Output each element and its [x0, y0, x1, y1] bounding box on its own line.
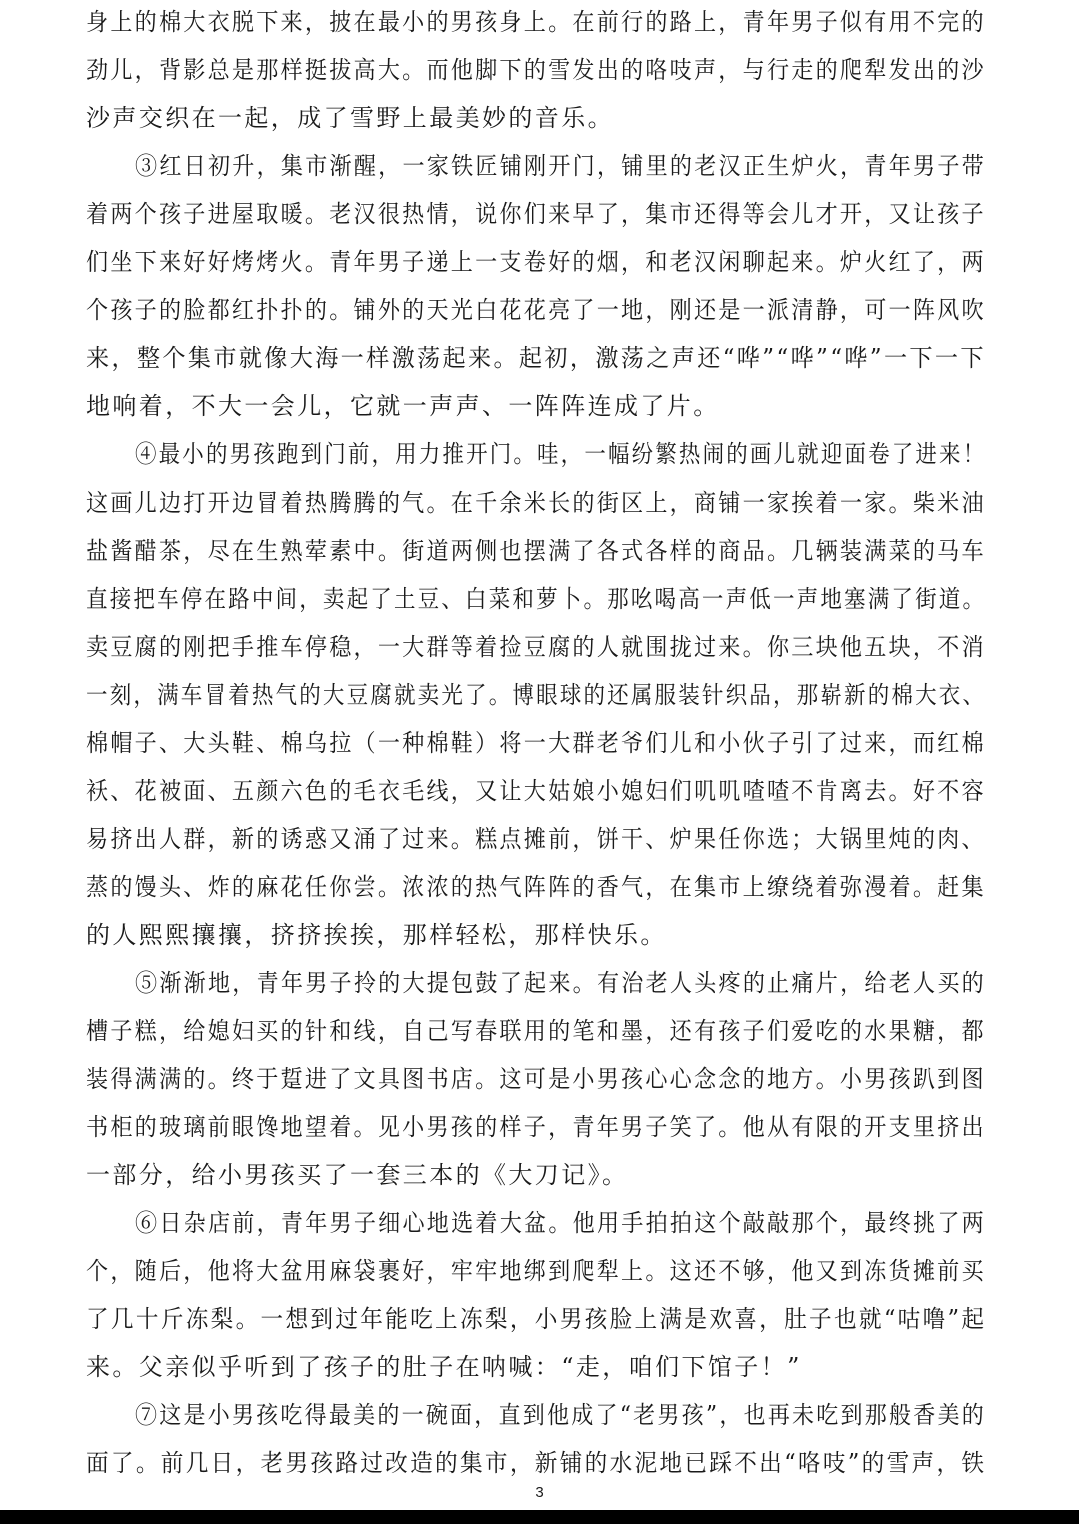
- text-line: 直接把车停在路中间，卖起了土豆、白菜和萝卜。那吆喝高一声低一声地塞满了街道。: [86, 585, 987, 613]
- text-line: 易挤出人群，新的诱惑又涌了过来。糕点摊前，饼干、炉果任你选；大锅里炖的肉、: [86, 825, 986, 853]
- text-line: 的人熙熙攘攘，挤挤挨挨，那样轻松，那样快乐。: [86, 921, 667, 949]
- text-line: 书柜的玻璃前眼馋地望着。见小男孩的样子，青年男子笑了。他从有限的开支里挤出: [86, 1113, 986, 1141]
- text-line: 沙声交织在一起，成了雪野上最美妙的音乐。: [86, 104, 614, 132]
- text-line: 一刻，满车冒着热气的大豆腐就卖光了。博眼球的还属服装针织品，那崭新的棉大衣、: [86, 681, 987, 709]
- text-line: 这画儿边打开边冒着热腾腾的气。在千余米长的街区上，商铺一家挨着一家。柴米油: [86, 489, 986, 517]
- text-line: 来。父亲似乎听到了孩子的肚子在呐喊：“走，咱们下馆子！”: [86, 1353, 802, 1381]
- paragraph-start-line: ③红日初升，集市渐醒，一家铁匠铺刚开门，铺里的老汉正生炉火，青年男子带: [135, 152, 986, 180]
- paragraph-start-line: ⑥日杂店前，青年男子细心地选着大盆。他用手拍拍这个敲敲那个，最终挑了两: [135, 1209, 986, 1237]
- text-line: 一部分，给小男孩买了一套三本的《大刀记》。: [86, 1161, 629, 1189]
- text-line: 槽子糕，给媳妇买的针和线，自己写春联用的笔和墨，还有孩子们爱吃的水果糖，都: [86, 1017, 986, 1045]
- text-line: 袄、花被面、五颜六色的毛衣毛线，又让大姑娘小媳妇们叽叽喳喳不肯离去。好不容: [86, 777, 986, 805]
- text-line: 们坐下来好好烤烤火。青年男子递上一支卷好的烟，和老汉闲聊起来。炉火红了，两: [86, 248, 986, 276]
- paragraph-start-line: ⑤渐渐地，青年男子拎的大提包鼓了起来。有治老人头疼的止痛片，给老人买的: [135, 969, 986, 997]
- paragraph-start-line: ⑦这是小男孩吃得最美的一碗面，直到他成了“老男孩”，也再未吃到那般香美的: [135, 1401, 986, 1429]
- text-line: 个孩子的脸都红扑扑的。铺外的天光白花花亮了一地，刚还是一派清静，可一阵风吹: [86, 296, 986, 324]
- text-line: 着两个孩子进屋取暖。老汉很热情，说你们来早了，集市还得等会儿才开，又让孩子: [86, 200, 986, 228]
- text-line: 盐酱醋茶，尽在生熟荤素中。街道两侧也摆满了各式各样的商品。几辆装满菜的马车: [86, 537, 986, 565]
- text-line: 来，整个集市就像大海一样激荡起来。起初，激荡之声还“哗”“哗”“哗”一下一下: [86, 344, 986, 372]
- text-line: 劲儿，背影总是那样挺拔高大。而他脚下的雪发出的咯吱声，与行走的爬犁发出的沙: [86, 56, 986, 84]
- text-line: 了几十斤冻梨。一想到过年能吃上冻梨，小男孩脸上满是欢喜，肚子也就“咕噜”起: [86, 1305, 987, 1333]
- text-line: 卖豆腐的刚把手推车停稳，一大群等着捡豆腐的人就围拢过来。你三块他五块，不消: [86, 633, 986, 661]
- text-line: 棉帽子、大头鞋、棉乌拉（一种棉鞋）将一大群老爷们儿和小伙子引了过来，而红棉: [86, 729, 986, 757]
- text-line: 个，随后，他将大盆用麻袋裹好，牢牢地绑到爬犁上。这还不够，他又到冻货摊前买: [86, 1257, 986, 1285]
- text-line: 身上的棉大衣脱下来，披在最小的男孩身上。在前行的路上，青年男子似有用不完的: [86, 8, 986, 36]
- text-line: 装得满满的。终于踅进了文具图书店。这可是小男孩心心念念的地方。小男孩趴到图: [86, 1065, 986, 1093]
- text-line: 地响着，不大一会儿，它就一声声、一阵阵连成了片。: [86, 392, 720, 420]
- page-number: 3: [535, 1484, 544, 1501]
- paragraph-start-line: ④最小的男孩跑到门前，用力推开门。哇，一幅纷繁热闹的画儿就迎面卷了进来！: [135, 440, 987, 468]
- text-line: 面了。前几日，老男孩路过改造的集市，新铺的水泥地已踩不出“咯吱”的雪声，铁: [86, 1449, 987, 1477]
- bottom-border: [0, 1510, 1079, 1524]
- text-line: 蒸的馒头、炸的麻花任你尝。浓浓的热气阵阵的香气，在集市上缭绕着弥漫着。赶集: [86, 873, 986, 901]
